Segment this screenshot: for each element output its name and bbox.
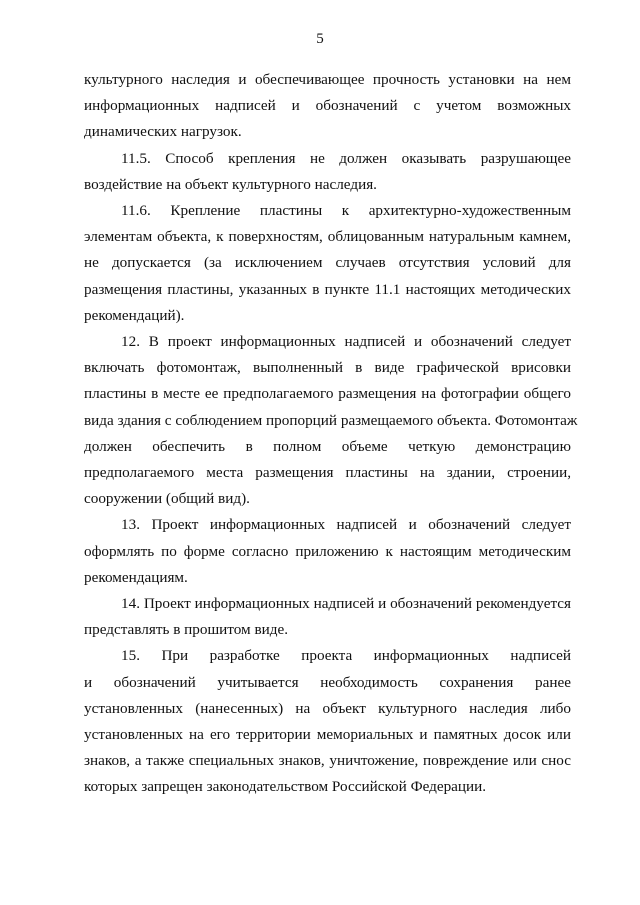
- text-line: предполагаемого места размещения пластины на здании, строении,: [84, 464, 571, 482]
- page-number: 5: [316, 31, 324, 47]
- text-line: элементам объекта, к поверхностям, облицованным натуральным камнем,: [84, 228, 571, 246]
- text-line: включать фотомонтаж, выполненный в виде графической врисовки: [84, 359, 571, 377]
- text-line: 14. Проект информационных надписей и обозначений рекомендуется: [121, 595, 571, 613]
- text-line: динамических нагрузок.: [84, 123, 242, 141]
- paragraph-item-12: [84, 329, 578, 512]
- text-line: установленных (нанесенных) на объект культурного наследия либо: [84, 699, 571, 717]
- text-line: представлять в прошитом виде.: [84, 621, 289, 639]
- text-line: 12. В проект информационных надписей и обозначений следует: [121, 333, 571, 351]
- paragraph-item-15: [84, 643, 571, 800]
- text-line: воздействие на объект культурного наследия.: [84, 175, 377, 193]
- text-line: вида здания с соблюдением пропорций размещаемого объекта. Фотомонтаж: [84, 411, 578, 429]
- text-line: установленных на его территории мемориальных и памятных досок или: [84, 726, 571, 744]
- text-line: 15. При разработке проекта информационных надписей: [121, 647, 571, 665]
- text-line: рекомендациям.: [84, 568, 188, 586]
- text-line: которых запрещен законодательством Российской Федерации.: [84, 778, 487, 796]
- text-line: 13. Проект информационных надписей и обозначений следует: [121, 516, 571, 534]
- paragraph-item-11-5: [84, 146, 571, 198]
- text-line: и обозначений учитывается необходимость сохранения ранее: [84, 673, 571, 691]
- document-body: [84, 67, 578, 801]
- paragraph-continuation: [84, 67, 571, 146]
- paragraph-item-14: [84, 591, 571, 643]
- text-line: рекомендаций).: [84, 306, 185, 324]
- text-line: размещения пластины, указанных в пункте 11.1 настоящих методических: [84, 280, 571, 298]
- text-line: 11.6. Крепление пластины к архитектурно-художественным: [121, 202, 571, 220]
- text-line: 11.5. Способ крепления не должен оказывать разрушающее: [121, 149, 571, 167]
- text-line: сооружении (общий вид).: [84, 490, 250, 508]
- text-line: культурного наследия и обеспечивающее прочность установки на нем: [84, 71, 571, 88]
- text-line: пластины в месте ее предполагаемого размещения на фотографии общего: [84, 385, 571, 403]
- text-line: знаков, а также специальных знаков, уничтожение, повреждение или снос: [84, 752, 571, 770]
- text-line: должен обеспечить в полном объеме четкую демонстрацию: [84, 437, 571, 455]
- text-line: информационных надписей и обозначений с учетом возможных: [84, 97, 571, 115]
- text-line: оформлять по форме согласно приложению к настоящим методическим: [84, 542, 571, 560]
- paragraph-item-13: [84, 512, 571, 591]
- text-line: не допускается (за исключением случаев отсутствия условий для: [84, 254, 571, 272]
- paragraph-item-11-6: [84, 198, 571, 329]
